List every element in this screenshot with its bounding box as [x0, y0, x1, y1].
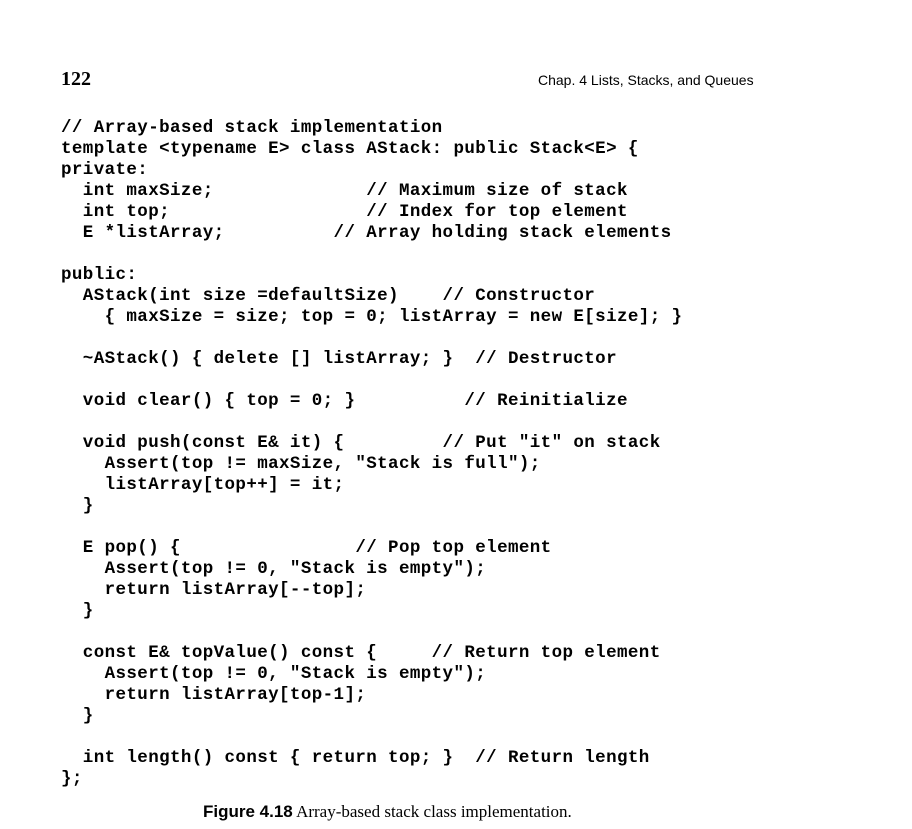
code-line	[61, 328, 682, 349]
code-line: // Array-based stack implementation	[61, 118, 443, 138]
code-line	[61, 412, 682, 433]
code-listing	[61, 118, 682, 790]
code-line: { maxSize = size; top = 0; listArray = new E[size]; }	[61, 307, 683, 327]
code-line: }	[61, 601, 94, 621]
code-line	[61, 517, 682, 538]
code-line: Assert(top != 0, "Stack is empty");	[61, 559, 487, 579]
code-line	[61, 727, 682, 748]
code-line: int length() const { return top; } // Return length	[61, 748, 650, 768]
code-line: E *listArray; // Array holding stack elements	[61, 223, 672, 243]
code-line: return listArray[top-1];	[61, 685, 367, 705]
code-line: ~AStack() { delete [] listArray; } // Destructor	[61, 349, 617, 369]
figure-label: Figure 4.18	[203, 802, 293, 821]
code-line: int top; // Index for top element	[61, 202, 628, 222]
code-line: E pop() { // Pop top element	[61, 538, 552, 558]
code-line: void clear() { top = 0; } // Reinitialize	[61, 391, 628, 411]
code-line: int maxSize; // Maximum size of stack	[61, 181, 628, 201]
figure-caption	[203, 802, 572, 822]
code-line: }	[61, 706, 94, 726]
code-line: AStack(int size =defaultSize) // Constructor	[61, 286, 596, 306]
code-line: listArray[top++] = it;	[61, 475, 345, 495]
code-line: }	[61, 496, 94, 516]
code-line	[61, 370, 682, 391]
code-line: };	[61, 769, 83, 789]
figure-caption-text: Array-based stack class implementation.	[296, 802, 572, 821]
page-number: 122	[61, 68, 91, 90]
running-header: Chap. 4 Lists, Stacks, and Queues	[538, 72, 754, 88]
code-line: template <typename E> class AStack: public Stack<E> {	[61, 139, 639, 159]
code-line: return listArray[--top];	[61, 580, 367, 600]
code-line: const E& topValue() const { // Return top element	[61, 643, 661, 663]
code-line: Assert(top != 0, "Stack is empty");	[61, 664, 487, 684]
code-line: Assert(top != maxSize, "Stack is full");	[61, 454, 541, 474]
code-line	[61, 244, 682, 265]
code-line: void push(const E& it) { // Put "it" on stack	[61, 433, 661, 453]
code-line	[61, 622, 682, 643]
code-line: public:	[61, 265, 138, 285]
code-line: private:	[61, 160, 149, 180]
